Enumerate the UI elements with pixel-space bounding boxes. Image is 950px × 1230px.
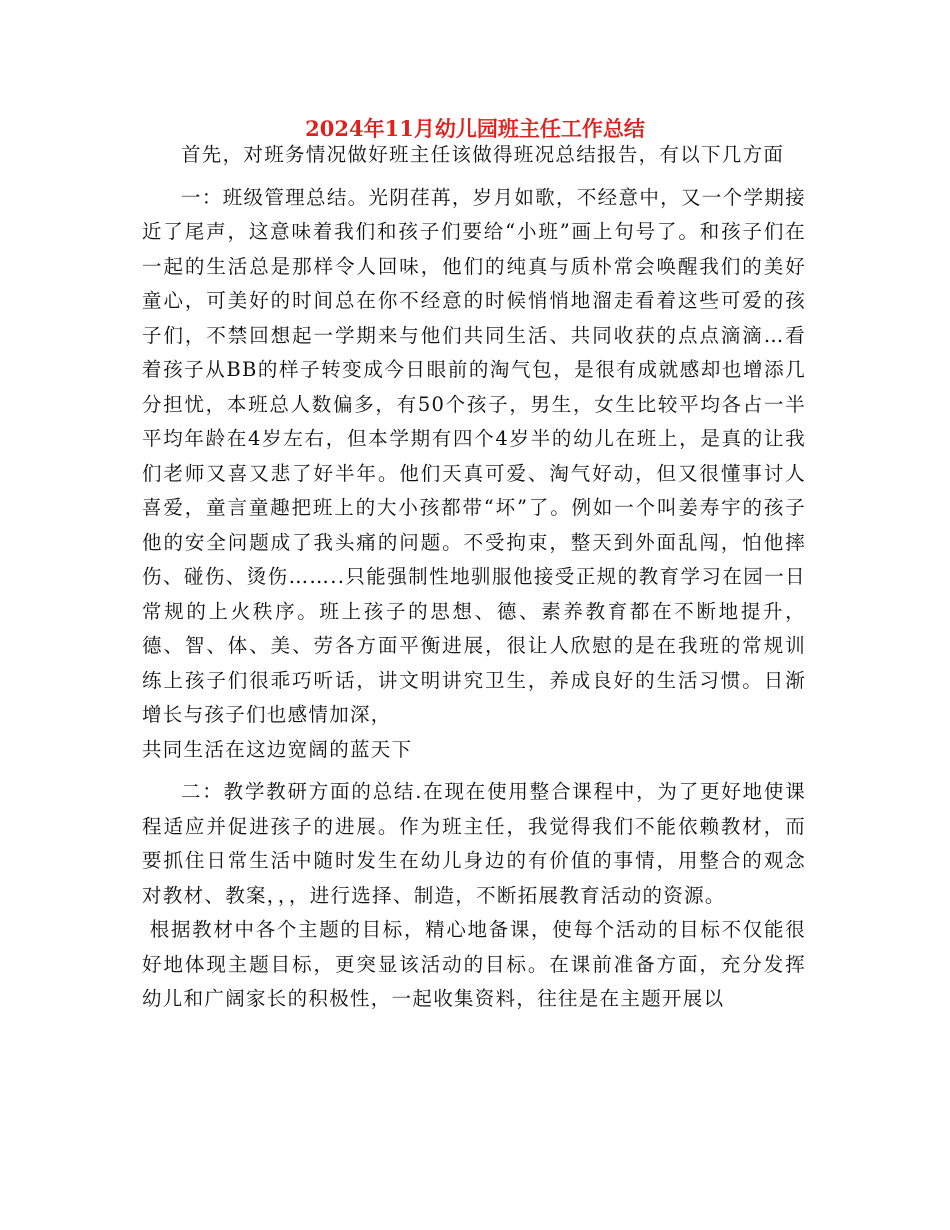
document-body — [142, 138, 806, 1017]
paragraph-lesson-preparation: 根据教材中各个主题的目标，精心地备课，使每个活动的目标不仅能很好地体现主题目标，更突显该活动的目标。在课前准备方面，充分发挥幼儿和广阔家长的积极性，一起收集资料，往往是在主题开展以 — [142, 918, 806, 1010]
paragraph-intro: 首先，对班务情况做好班主任该做得班况总结报告，有以下几方面 — [181, 143, 785, 166]
document-title: 2024年11月幼儿园班主任工作总结 — [305, 116, 645, 141]
paragraph-teaching-research: 二：教学教研方面的总结.在现在使用整合课程中，为了更好地使课程适应并促进孩子的进展。作为班主任，我觉得我们不能依赖教材，而要抓住日常生活中随时发生在幼儿身边的有价值的事情，用整合的观念对教材、教案，，，进行选择、制造，不断拓展教育活动的资源。 — [142, 780, 806, 907]
paragraph-class-management: 一：班级管理总结。光阴荏苒，岁月如歌，不经意中，又一个学期接近了尾声，这意味着我们和孩子们要给“小班”画上句号了。和孩子们在一起的生活总是那样令人回味，他们的纯真与质朴常会唤醒我们的美好童心，可美好的时间总在你不经意的时候悄悄地溜走看着这些可爱的孩子们，不禁回想起一学期来与他们共同生活、共同收获的点点滴滴…看着孩子从BB的样子转变成今日眼前的淘气包，是很有成就感却也增添几分担忧，本班总人数偏多，有50个孩子，男生，女生比较平均各占一半平均年龄在4岁左右，但本学期有四个4岁半的幼儿在班上，是真的让我们老师又喜又悲了好半年。他们天真可爱、淘气好动，但又很懂事讨人喜爱，童言童趣把班上的大小孩都带“坏”了。例如一个叫姜寿宇的孩子他的安全问题成了我头痛的问题。不受拘束，整天到外面乱闯，怕他摔伤、碰伤、烫伤……..只能强制性地驯服他接受正规的教育学习在园一日常规的上火秩序。班上孩子的思想、德、素养教育都在不断地提升，德、智、体、美、劳各方面平衡进展，很让人欣慰的是在我班的常规训练上孩子们很乖巧听话，讲文明讲究卫生，养成良好的生活习惯。日渐增长与孩子们也感情加深， — [142, 185, 806, 726]
paragraph-class-management-end: 共同生活在这边宽阔的蓝天下 — [142, 737, 413, 761]
